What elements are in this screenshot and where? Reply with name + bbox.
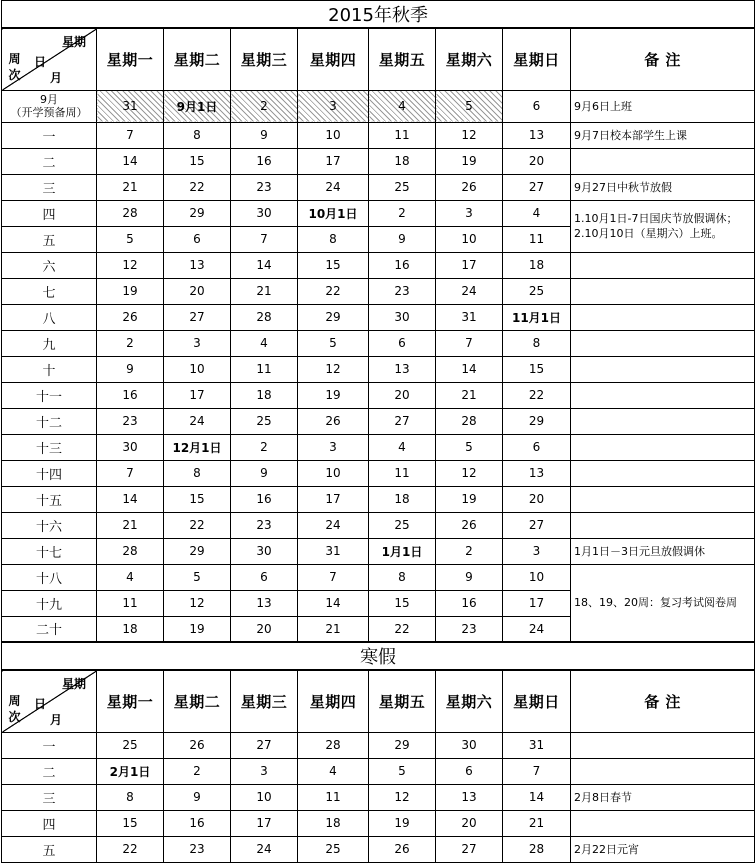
winter-week-row	[2, 810, 755, 836]
day-cell: 18	[298, 810, 369, 836]
day-cell: 28	[231, 304, 298, 330]
week-number: 八	[2, 304, 97, 330]
day-cell: 19	[436, 486, 503, 512]
day-cell: 21	[298, 616, 369, 642]
week-row	[2, 148, 755, 174]
weekday-header: 星期一	[97, 670, 164, 732]
day-cell: 12	[298, 356, 369, 382]
day-cell: 16	[97, 382, 164, 408]
day-cell: 5	[369, 758, 436, 784]
day-cell: 22	[97, 836, 164, 862]
winter-title-row	[2, 642, 755, 670]
day-cell: 3	[164, 330, 231, 356]
prep-week-text: （开学预备周）	[10, 106, 88, 119]
notes-header: 备 注	[571, 28, 755, 90]
day-cell: 6	[503, 434, 571, 460]
day-cell: 30	[231, 538, 298, 564]
note-cell	[571, 304, 755, 330]
day-cell: 5	[164, 564, 231, 590]
fall-title-row	[2, 1, 755, 29]
day-cell: 26	[164, 732, 231, 758]
day-cell: 18	[503, 252, 571, 278]
day-cell: 17	[503, 590, 571, 616]
day-cell: 20	[164, 278, 231, 304]
day-cell: 24	[436, 278, 503, 304]
day-cell: 22	[503, 382, 571, 408]
day-cell: 19	[369, 810, 436, 836]
weekday-header: 星期一	[97, 28, 164, 90]
week-number: 十九	[2, 590, 97, 616]
day-cell: 19	[164, 616, 231, 642]
header-row	[2, 670, 755, 732]
note-cell	[571, 252, 755, 278]
weekday-header: 星期四	[298, 670, 369, 732]
day-cell: 15	[164, 486, 231, 512]
day-cell: 30	[369, 304, 436, 330]
day-cell: 10	[503, 564, 571, 590]
day-cell: 15	[298, 252, 369, 278]
day-cell: 10	[298, 122, 369, 148]
day-cell: 15	[97, 810, 164, 836]
day-cell: 26	[436, 174, 503, 200]
day-cell: 15	[369, 590, 436, 616]
day-cell: 23	[436, 616, 503, 642]
header-row	[2, 28, 755, 90]
day-cell: 14	[298, 590, 369, 616]
day-cell: 7	[97, 122, 164, 148]
weekday-header: 星期五	[369, 28, 436, 90]
day-cell: 5	[436, 90, 503, 122]
day-cell: 10	[436, 226, 503, 252]
corner-header	[2, 28, 97, 90]
note-cell: 2月22日元宵	[571, 836, 755, 862]
week-number: 三	[2, 174, 97, 200]
day-cell: 27	[369, 408, 436, 434]
weekday-header: 星期二	[164, 670, 231, 732]
week-number: 二	[2, 148, 97, 174]
day-cell: 29	[298, 304, 369, 330]
day-cell: 26	[436, 512, 503, 538]
corner-header	[2, 670, 97, 732]
day-cell: 25	[298, 836, 369, 862]
note-cell: 9月7日校本部学生上课	[571, 122, 755, 148]
winter-week-row	[2, 784, 755, 810]
day-cell: 7	[503, 758, 571, 784]
weekday-header: 星期六	[436, 28, 503, 90]
day-cell: 28	[298, 732, 369, 758]
day-cell: 9	[231, 460, 298, 486]
day-cell: 23	[97, 408, 164, 434]
week-number: 一	[2, 732, 97, 758]
day-cell: 2月1日	[97, 758, 164, 784]
day-cell: 11	[503, 226, 571, 252]
day-cell: 5	[436, 434, 503, 460]
week-row	[2, 174, 755, 200]
day-cell: 28	[436, 408, 503, 434]
week-number: 二	[2, 758, 97, 784]
day-cell: 9月1日	[164, 90, 231, 122]
day-cell: 5	[97, 226, 164, 252]
note-cell	[571, 486, 755, 512]
day-cell: 3	[503, 538, 571, 564]
day-cell: 4	[503, 200, 571, 226]
week-number: 七	[2, 278, 97, 304]
day-cell: 31	[503, 732, 571, 758]
week-number: 六	[2, 252, 97, 278]
day-cell: 4	[369, 434, 436, 460]
week-number: 一	[2, 122, 97, 148]
day-cell: 10	[164, 356, 231, 382]
day-cell: 7	[97, 460, 164, 486]
corner-day: 日	[34, 55, 47, 69]
day-cell: 14	[231, 252, 298, 278]
notes-header: 备 注	[571, 670, 755, 732]
day-cell: 6	[231, 564, 298, 590]
day-cell: 28	[97, 538, 164, 564]
week-number: 十三	[2, 434, 97, 460]
note-cell	[571, 278, 755, 304]
weekday-header: 星期四	[298, 28, 369, 90]
day-cell: 26	[369, 836, 436, 862]
day-cell: 10	[231, 784, 298, 810]
day-cell: 27	[164, 304, 231, 330]
day-cell: 12	[436, 122, 503, 148]
day-cell: 12月1日	[164, 434, 231, 460]
day-cell: 25	[369, 174, 436, 200]
day-cell: 3	[298, 434, 369, 460]
note-cell-exam-weeks: 18、19、20周：复习考试阅卷周	[571, 564, 755, 642]
day-cell: 12	[369, 784, 436, 810]
day-cell: 16	[231, 148, 298, 174]
week-row	[2, 356, 755, 382]
week-number: 十八	[2, 564, 97, 590]
day-cell: 13	[369, 356, 436, 382]
week-row	[2, 252, 755, 278]
week-row	[2, 512, 755, 538]
day-cell: 18	[97, 616, 164, 642]
week-number: 十二	[2, 408, 97, 434]
day-cell: 19	[298, 382, 369, 408]
day-cell: 27	[436, 836, 503, 862]
day-cell: 6	[369, 330, 436, 356]
note-cell	[571, 408, 755, 434]
weekday-header: 星期六	[436, 670, 503, 732]
day-cell: 11月1日	[503, 304, 571, 330]
weekday-header: 星期五	[369, 670, 436, 732]
day-cell: 2	[436, 538, 503, 564]
prep-week-month: 9月	[40, 93, 58, 106]
note-cell	[571, 330, 755, 356]
day-cell: 22	[298, 278, 369, 304]
day-cell: 25	[369, 512, 436, 538]
day-cell: 1月1日	[369, 538, 436, 564]
week-number: 十四	[2, 460, 97, 486]
day-cell: 30	[97, 434, 164, 460]
day-cell: 3	[298, 90, 369, 122]
day-cell: 27	[503, 174, 571, 200]
day-cell: 19	[436, 148, 503, 174]
day-cell: 31	[298, 538, 369, 564]
corner-month: 月	[50, 71, 63, 85]
day-cell: 13	[503, 460, 571, 486]
day-cell: 8	[369, 564, 436, 590]
note-cell	[571, 810, 755, 836]
week-row	[2, 200, 755, 226]
day-cell: 29	[369, 732, 436, 758]
day-cell: 13	[164, 252, 231, 278]
fall-title: 2015年秋季	[2, 1, 755, 29]
day-cell: 3	[231, 758, 298, 784]
day-cell: 24	[298, 174, 369, 200]
day-cell: 25	[231, 408, 298, 434]
week-number: 四	[2, 200, 97, 226]
week-row	[2, 304, 755, 330]
day-cell: 6	[164, 226, 231, 252]
week-row	[2, 330, 755, 356]
note-cell: 9月27日中秋节放假	[571, 174, 755, 200]
day-cell: 11	[298, 784, 369, 810]
day-cell: 28	[97, 200, 164, 226]
day-cell: 10	[298, 460, 369, 486]
day-cell: 26	[97, 304, 164, 330]
day-cell: 18	[369, 486, 436, 512]
day-cell: 21	[436, 382, 503, 408]
day-cell: 20	[231, 616, 298, 642]
day-cell: 12	[436, 460, 503, 486]
day-cell: 5	[298, 330, 369, 356]
day-cell: 4	[231, 330, 298, 356]
day-cell: 31	[97, 90, 164, 122]
day-cell: 16	[436, 590, 503, 616]
day-cell: 20	[369, 382, 436, 408]
day-cell: 28	[503, 836, 571, 862]
note-cell	[571, 512, 755, 538]
day-cell: 24	[164, 408, 231, 434]
day-cell: 21	[97, 512, 164, 538]
day-cell: 13	[503, 122, 571, 148]
day-cell: 27	[503, 512, 571, 538]
note-cell	[571, 148, 755, 174]
week-row	[2, 278, 755, 304]
day-cell: 25	[97, 732, 164, 758]
prep-week-row	[2, 90, 755, 122]
day-cell: 29	[164, 538, 231, 564]
note-cell	[571, 460, 755, 486]
day-cell: 25	[503, 278, 571, 304]
day-cell: 9	[369, 226, 436, 252]
week-number: 十七	[2, 538, 97, 564]
day-cell: 24	[298, 512, 369, 538]
day-cell: 20	[436, 810, 503, 836]
day-cell: 2	[231, 90, 298, 122]
week-row	[2, 408, 755, 434]
week-number: 九	[2, 330, 97, 356]
day-cell: 23	[231, 174, 298, 200]
winter-title: 寒假	[2, 642, 755, 670]
corner-week: 周次	[8, 694, 21, 724]
day-cell: 14	[503, 784, 571, 810]
day-cell: 9	[231, 122, 298, 148]
day-cell: 16	[164, 810, 231, 836]
day-cell: 21	[231, 278, 298, 304]
winter-week-row	[2, 836, 755, 862]
winter-week-row	[2, 758, 755, 784]
day-cell: 3	[436, 200, 503, 226]
day-cell: 18	[231, 382, 298, 408]
day-cell: 15	[503, 356, 571, 382]
day-cell: 9	[164, 784, 231, 810]
day-cell: 9	[97, 356, 164, 382]
week-number: 五	[2, 836, 97, 862]
note-cell-national-day: 1.10月1日-7日国庆节放假调休；2.10月10日（星期六）上班。	[571, 200, 755, 252]
week-row	[2, 122, 755, 148]
day-cell: 21	[97, 174, 164, 200]
day-cell: 7	[436, 330, 503, 356]
note-cell	[571, 434, 755, 460]
weekday-header: 星期二	[164, 28, 231, 90]
day-cell: 2	[97, 330, 164, 356]
day-cell: 26	[298, 408, 369, 434]
note-cell: 9月6日上班	[571, 90, 755, 122]
day-cell: 31	[436, 304, 503, 330]
week-row	[2, 434, 755, 460]
day-cell: 17	[298, 148, 369, 174]
weekday-header: 星期三	[231, 670, 298, 732]
week-number: 十五	[2, 486, 97, 512]
week-row	[2, 382, 755, 408]
day-cell: 8	[298, 226, 369, 252]
week-row	[2, 538, 755, 564]
week-row	[2, 460, 755, 486]
corner-weekday: 星期	[61, 677, 86, 691]
day-cell: 10月1日	[298, 200, 369, 226]
note-cell	[571, 758, 755, 784]
day-cell: 11	[369, 460, 436, 486]
corner-weekday: 星期	[61, 35, 86, 49]
week-row	[2, 486, 755, 512]
day-cell: 16	[369, 252, 436, 278]
day-cell: 9	[436, 564, 503, 590]
week-row	[2, 564, 755, 590]
day-cell: 14	[436, 356, 503, 382]
day-cell: 17	[164, 382, 231, 408]
day-cell: 6	[503, 90, 571, 122]
note-cell: 2月8日春节	[571, 784, 755, 810]
week-number: 三	[2, 784, 97, 810]
corner-week: 周次	[8, 52, 21, 82]
day-cell: 15	[164, 148, 231, 174]
week-number: 四	[2, 810, 97, 836]
winter-week-row	[2, 732, 755, 758]
day-cell: 14	[97, 486, 164, 512]
day-cell: 8	[503, 330, 571, 356]
week-number: 十	[2, 356, 97, 382]
day-cell: 23	[164, 836, 231, 862]
note-cell	[571, 382, 755, 408]
day-cell: 24	[231, 836, 298, 862]
weekday-header: 星期三	[231, 28, 298, 90]
day-cell: 12	[97, 252, 164, 278]
day-cell: 22	[369, 616, 436, 642]
day-cell: 2	[369, 200, 436, 226]
day-cell: 20	[503, 148, 571, 174]
corner-day: 日	[34, 697, 47, 711]
week-number: 十六	[2, 512, 97, 538]
day-cell: 11	[97, 590, 164, 616]
day-cell: 29	[503, 408, 571, 434]
day-cell: 20	[503, 486, 571, 512]
day-cell: 27	[231, 732, 298, 758]
day-cell: 2	[231, 434, 298, 460]
day-cell: 22	[164, 512, 231, 538]
day-cell: 29	[164, 200, 231, 226]
day-cell: 30	[436, 732, 503, 758]
day-cell: 17	[298, 486, 369, 512]
day-cell: 8	[164, 460, 231, 486]
day-cell: 16	[231, 486, 298, 512]
note-cell: 1月1日－3日元旦放假调休	[571, 538, 755, 564]
week-number: 二十	[2, 616, 97, 642]
day-cell: 23	[369, 278, 436, 304]
day-cell: 11	[369, 122, 436, 148]
day-cell: 12	[164, 590, 231, 616]
note-cell	[571, 732, 755, 758]
weekday-header: 星期日	[503, 28, 571, 90]
fall-calendar-table	[1, 0, 755, 863]
day-cell: 8	[164, 122, 231, 148]
day-cell: 14	[97, 148, 164, 174]
week-number: 五	[2, 226, 97, 252]
day-cell: 7	[298, 564, 369, 590]
day-cell: 7	[231, 226, 298, 252]
prep-week-label	[2, 90, 97, 122]
day-cell: 13	[231, 590, 298, 616]
day-cell: 6	[436, 758, 503, 784]
day-cell: 23	[231, 512, 298, 538]
day-cell: 4	[97, 564, 164, 590]
week-number: 十一	[2, 382, 97, 408]
day-cell: 2	[164, 758, 231, 784]
day-cell: 30	[231, 200, 298, 226]
weekday-header: 星期日	[503, 670, 571, 732]
day-cell: 11	[231, 356, 298, 382]
day-cell: 17	[231, 810, 298, 836]
day-cell: 18	[369, 148, 436, 174]
day-cell: 13	[436, 784, 503, 810]
day-cell: 24	[503, 616, 571, 642]
day-cell: 4	[298, 758, 369, 784]
day-cell: 4	[369, 90, 436, 122]
day-cell: 19	[97, 278, 164, 304]
corner-month: 月	[50, 713, 63, 727]
day-cell: 17	[436, 252, 503, 278]
day-cell: 21	[503, 810, 571, 836]
day-cell: 22	[164, 174, 231, 200]
note-cell	[571, 356, 755, 382]
day-cell: 8	[97, 784, 164, 810]
